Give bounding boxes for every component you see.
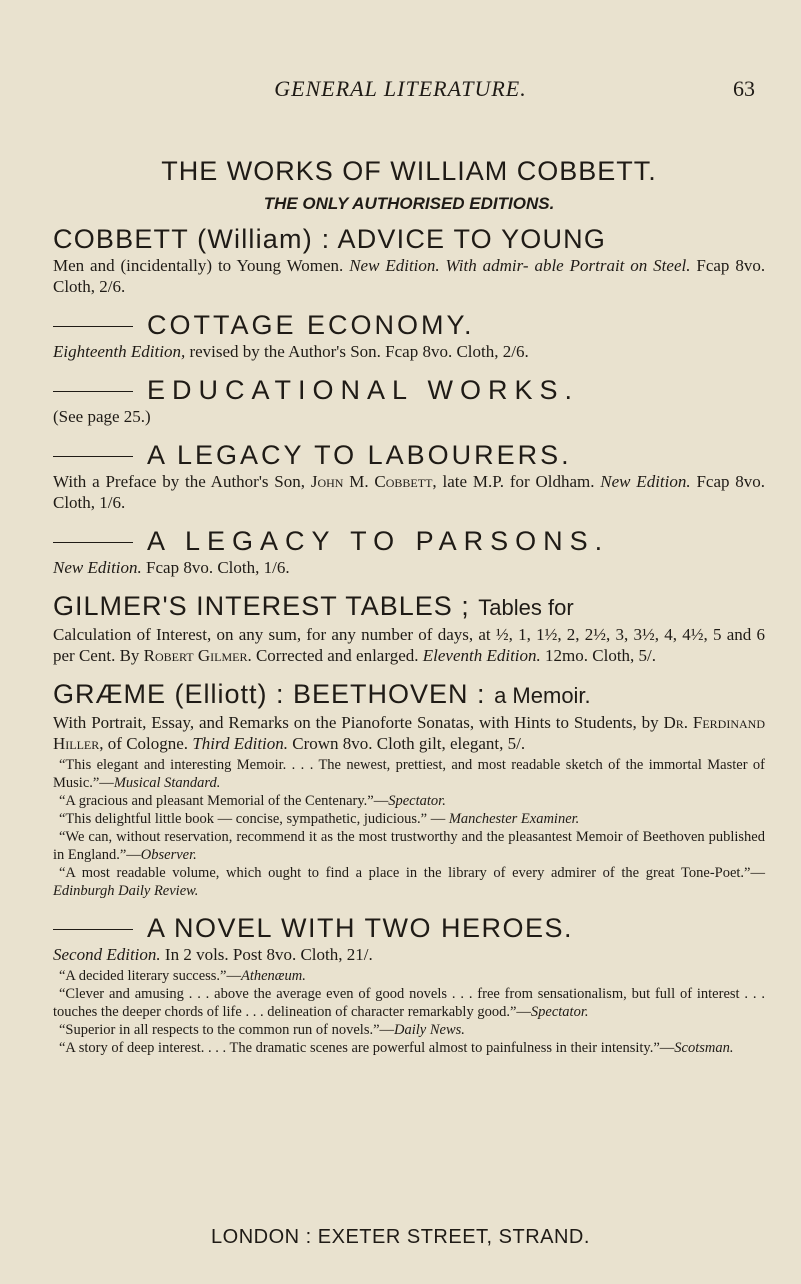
entry-description: Eighteenth Edition, revised by the Author's Son. Fcap 8vo. Cloth, 2/6.: [53, 342, 529, 361]
entry-heading: GILMER'S INTEREST TABLES ; Tables for: [53, 591, 574, 621]
entry-heading: COBBETT (William) : ADVICE TO YOUNG: [53, 224, 607, 254]
running-head: [0, 76, 801, 106]
main-title: THE WORKS OF WILLIAM COBBETT.: [161, 156, 657, 186]
press-notices: [53, 967, 765, 1057]
entry-heading: COTTAGE ECONOMY.: [53, 309, 765, 341]
entry-heading: A LEGACY TO PARSONS.: [53, 525, 765, 557]
press-notice: “Clever and amusing . . . above the average even of good novels . . . free from sensationalism, but full of interest . . . touches the deeper chords of life . . . delineation of character remarkably good.”—Spectator.: [53, 986, 765, 1020]
entry-educational-works: [53, 374, 765, 427]
entry-gilmers-interest-tables: [53, 590, 765, 666]
ditto-dash: [53, 456, 133, 457]
ditto-dash: [53, 391, 133, 392]
press-notice: “Superior in all respects to the common run of novels.”—Daily News.: [59, 1022, 465, 1038]
entry-heading: A NOVEL WITH TWO HEROES.: [53, 912, 765, 944]
press-notice: “A story of deep interest. . . . The dramatic scenes are powerful almost to painfulness in their intensity.”—Scotsman.: [59, 1040, 734, 1056]
entry-description: Men and (incidentally) to Young Women. New Edition. With admir- able Portrait on Steel. Fcap 8vo. Cloth, 2/6.: [53, 256, 766, 296]
entry-description: With a Preface by the Author's Son, John M. Cobbett, late M.P. for Oldham. New Edition. Fcap 8vo. Cloth, 1/6.: [53, 472, 766, 512]
ditto-dash: [53, 326, 133, 327]
press-notice: “We can, without reservation, recommend it as the most trustworthy and the pleasantest Memoir of Beethoven published in England.”—Observer.: [53, 829, 765, 863]
press-notice: “This elegant and interesting Memoir. . . . The newest, prettiest, and most readable sketch of the immortal Master of Music.”—Musical Standard.: [53, 757, 765, 791]
press-notice: “A gracious and pleasant Memorial of the Centenary.”—Spectator.: [59, 793, 446, 809]
entry-novel-with-two-heroes: [53, 912, 765, 1057]
press-notice: “A decided literary success.”—Athenæum.: [59, 968, 306, 984]
ditto-dash: [53, 542, 133, 543]
entry-heading: EDUCATIONAL WORKS.: [53, 374, 765, 406]
running-head-title: GENERAL LITERATURE.: [274, 76, 527, 101]
entry-description: With Portrait, Essay, and Remarks on the Pianoforte Sonatas, with Hints to Students, by Dr. Ferdinand Hiller, of Cologne. Third Edition. Crown 8vo. Cloth gilt, elegant, 5/.: [53, 713, 765, 753]
entry-description: Second Edition. In 2 vols. Post 8vo. Cloth, 21/.: [53, 945, 373, 964]
publisher-imprint: LONDON : EXETER STREET, STRAND.: [211, 1226, 590, 1248]
entry-advice-to-young-men: [53, 223, 765, 297]
entry-description: Calculation of Interest, on any sum, for any number of days, at ½, 1, 1½, 2, 2½, 3, 3½, 4, 4½, 5 and 6 per Cent. By Robert Gilmer. Corrected and enlarged. Eleventh Edition. 12mo. Cloth, 5/.: [53, 625, 765, 665]
entry-legacy-to-parsons: [53, 525, 765, 578]
press-notices: [53, 756, 765, 900]
ditto-dash: [53, 929, 133, 930]
content: [53, 155, 765, 1057]
entry-description: (See page 25.): [53, 407, 151, 426]
entry-cottage-economy: [53, 309, 765, 362]
entry-heading: A LEGACY TO LABOURERS.: [53, 439, 765, 471]
entry-legacy-to-labourers: [53, 439, 765, 513]
entry-description: New Edition. Fcap 8vo. Cloth, 1/6.: [53, 558, 290, 577]
entry-beethoven-memoir: [53, 678, 765, 900]
press-notice: “A most readable volume, which ought to find a place in the library of every admirer of the great Tone-Poet.”—Edinburgh Daily Review.: [53, 865, 765, 899]
subtitle: THE ONLY AUTHORISED EDITIONS.: [263, 194, 555, 213]
press-notice: “This delightful little book — concise, sympathetic, judicious.” — Manchester Examiner.: [59, 811, 580, 827]
entry-heading: GRÆME (Elliott) : BEETHOVEN : a Memoir.: [53, 679, 591, 709]
page-number: 63: [733, 76, 755, 101]
